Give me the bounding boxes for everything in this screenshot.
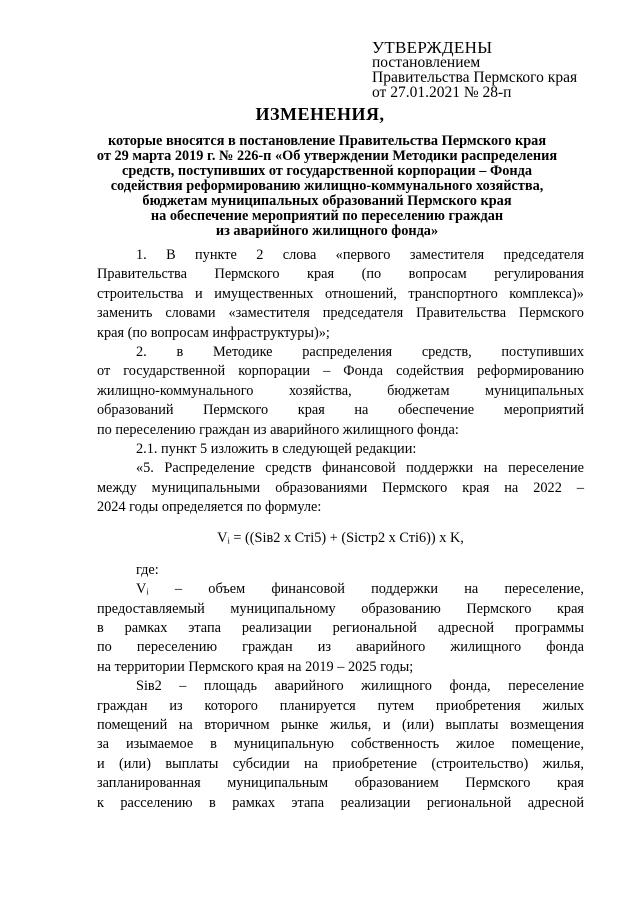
word: предоставляемый [97, 600, 205, 617]
word: из [317, 639, 332, 656]
word: на [354, 402, 369, 419]
word: и [97, 755, 105, 772]
body-line [97, 600, 584, 619]
word: жилищного [361, 678, 432, 695]
word: на [504, 479, 519, 496]
word: выплаты [445, 716, 499, 733]
word: обеспечение [398, 402, 475, 419]
word: словами [165, 305, 216, 322]
body-line [97, 638, 584, 657]
approval-line: от 27.01.2021 № 28-п [372, 84, 512, 101]
word: слова [282, 247, 317, 263]
word: переселению [136, 639, 218, 656]
word: края [307, 266, 335, 283]
body-line [97, 697, 584, 716]
body-line [97, 401, 584, 420]
word: заместителя [409, 247, 485, 263]
word: расселению [120, 794, 193, 811]
word: реформированию [477, 363, 584, 380]
word: адресной [437, 620, 495, 637]
word: средств, [421, 343, 472, 360]
word: которого [204, 697, 258, 714]
word: «заместителя [228, 305, 310, 322]
body-line [97, 619, 584, 638]
word: бюджетам [387, 382, 450, 399]
word: Правительства [416, 305, 507, 322]
word: планируется [279, 697, 356, 714]
word: края [556, 775, 584, 792]
document-subtitle [90, 134, 564, 239]
word: аварийного [356, 639, 426, 656]
approval-heading: УТВЕРЖДЕНЫ [372, 38, 493, 57]
word: Распределение [164, 460, 255, 477]
body-line [97, 285, 584, 304]
word: жилья, [542, 755, 584, 772]
word: площадь [203, 678, 258, 695]
word: Пермского [466, 600, 532, 617]
word: Пермского [518, 305, 584, 322]
word: края [297, 402, 325, 419]
word: собственность [350, 736, 440, 753]
word: этапа [291, 794, 325, 811]
subtitle-line: бюджетам муниципальных образований Пермского края [142, 193, 512, 209]
body-line [97, 343, 584, 362]
approval-stamp [372, 40, 577, 100]
word: финансовой [271, 581, 345, 598]
word: образованиями [275, 479, 368, 496]
body-line [97, 479, 584, 498]
word: между [97, 479, 137, 496]
approval-line: постановлением [372, 54, 481, 71]
word: в [176, 343, 184, 360]
approval-line: Правительства Пермского края [372, 69, 578, 86]
body-line [97, 459, 584, 478]
body-line: где: [136, 561, 159, 578]
word: председателя [503, 247, 584, 263]
word: комплекса)» [509, 285, 584, 302]
word: Пермского [465, 775, 531, 792]
word: вопросам [408, 266, 467, 283]
word: поддержки [406, 460, 474, 477]
body-line [97, 774, 584, 793]
word: помещений [97, 716, 168, 733]
body-line [97, 794, 584, 813]
word: субсидии [232, 755, 290, 772]
word: Siв2 [136, 678, 162, 695]
word: региональной [426, 794, 512, 811]
word: помещение, [511, 736, 584, 753]
word: финансовой [322, 460, 396, 477]
word: 1. [136, 247, 147, 263]
word: государственной [123, 363, 226, 380]
body-line: по переселению граждан из аварийного жилищного фонда: [97, 421, 459, 438]
word: (строительство) [431, 755, 529, 772]
document-body [97, 246, 584, 813]
body-line [97, 382, 584, 401]
word: – [323, 363, 331, 380]
word: образованию [361, 600, 441, 617]
subtitle-line: средств, поступивших от государственной корпорации – Фонда [121, 163, 532, 179]
word: имущественных [214, 285, 314, 302]
word: средств [265, 460, 312, 477]
word: возмещения [510, 716, 584, 733]
word: объем [208, 581, 246, 598]
word: заменить [97, 305, 153, 322]
word: Пермского [382, 479, 448, 496]
word: и [382, 716, 391, 733]
word: рамках [232, 794, 275, 811]
word: региональной [332, 620, 417, 637]
word: транспортного [408, 285, 498, 302]
word: образованием [354, 775, 439, 792]
word: от [97, 363, 111, 380]
word: и [195, 285, 203, 302]
word: «5. [136, 460, 154, 477]
word: адресной [527, 794, 584, 811]
word: граждан [97, 697, 148, 714]
word: 2022 [533, 479, 562, 496]
word: жилищного [450, 639, 522, 656]
word: в [210, 736, 217, 753]
word: муниципальными [151, 479, 261, 496]
word: приобретения [435, 697, 521, 714]
body-line: края (по вопросам инфраструктуры)»; [97, 324, 330, 341]
word: фонда, [449, 678, 491, 695]
subtitle-line: от 29 марта 2019 г. № 226-п «Об утверждении Методики распределения [96, 148, 558, 164]
word: Пермского [214, 266, 280, 283]
word: распределения [302, 343, 393, 360]
body-line [97, 716, 584, 735]
word: муниципальную [233, 736, 334, 753]
word: (или) [119, 755, 151, 772]
word: мероприятий [503, 402, 584, 419]
word: на [304, 755, 319, 772]
word: – [576, 479, 584, 496]
word: переселение [508, 678, 584, 695]
word: жилищно-коммунального [97, 382, 254, 399]
word: переселение [508, 460, 584, 477]
subtitle-line: которые вносятся в постановление Правительства Пермского края [107, 133, 547, 149]
word: запланированная [97, 775, 201, 792]
word: выплаты [165, 755, 219, 772]
word: регулирования [494, 266, 584, 283]
word: граждан [242, 639, 293, 656]
word: содействия [396, 363, 465, 380]
word: фонда [546, 639, 584, 656]
word: «первого [335, 247, 391, 263]
word: Правительства [97, 266, 187, 283]
word: Фонда [343, 363, 384, 380]
word: (по [361, 266, 382, 283]
word: приобретение [332, 755, 417, 772]
word: 2 [256, 247, 264, 263]
word: этапа [188, 620, 221, 637]
word: изымаемое [125, 736, 194, 753]
body-line: 2.1. пункт 5 изложить в следующей редакции: [136, 440, 417, 457]
word: строительства [97, 285, 184, 302]
body-line [97, 304, 584, 323]
word: – [174, 581, 183, 598]
word: хозяйства, [288, 382, 352, 399]
body-line: 2024 годы определяется по формуле: [97, 499, 322, 516]
word: Методике [213, 343, 273, 360]
word: образований [97, 402, 174, 419]
word: жилья, [329, 716, 372, 733]
word: муниципальным [227, 775, 329, 792]
word: Пермского [203, 402, 269, 419]
word: рамках [124, 620, 168, 637]
word: жилых [542, 697, 584, 714]
body-line: на территории Пермского края на 2019 – 2025 годы; [97, 658, 414, 675]
word: поступивших [501, 343, 584, 360]
word: реализации [340, 794, 411, 811]
body-line [97, 246, 584, 265]
word: программы [514, 620, 584, 637]
body-line [97, 580, 584, 599]
word: муниципальному [230, 600, 336, 617]
word: (или) [402, 716, 434, 733]
body-line [97, 362, 584, 381]
body-line [97, 735, 584, 754]
word: на [464, 581, 479, 598]
subtitle-line: на обеспечение мероприятий по переселению граждан [150, 208, 504, 224]
word: на [483, 460, 498, 477]
word: к [97, 794, 104, 811]
word: по [97, 639, 112, 656]
formula-line: Vᵢ = ((Siв2 x Стi5) + (Siстр2 x Стi6)) x K, [217, 530, 464, 547]
word: за [97, 736, 109, 753]
body-line [97, 265, 584, 284]
word: в [209, 794, 216, 811]
word: вторичном [204, 716, 270, 733]
word: В [166, 247, 176, 263]
body-line [97, 677, 584, 696]
word: края [556, 600, 584, 617]
subtitle-line: из аварийного жилищного фонда» [215, 223, 439, 239]
word: переселение, [504, 581, 584, 598]
word: аварийного [274, 678, 344, 695]
word: на [178, 716, 193, 733]
word: 2. [136, 343, 147, 360]
word: корпорации [238, 363, 311, 380]
word: отношений, [324, 285, 397, 302]
word: поддержки [371, 581, 439, 598]
body-line [97, 755, 584, 774]
word: из [169, 697, 183, 714]
word: реализации [241, 620, 312, 637]
word: – [179, 678, 187, 695]
word: путем [377, 697, 415, 714]
word: Vᵢ [136, 581, 149, 598]
word: муниципальных [484, 382, 584, 399]
word: рынке [281, 716, 319, 733]
document-title: ИЗМЕНЕНИЯ, [255, 104, 385, 124]
word: председателя [322, 305, 404, 322]
word: пункте [195, 247, 237, 263]
word: в [97, 620, 104, 637]
subtitle-line: содействия реформированию жилищно-коммунального хозяйства, [110, 178, 544, 194]
word: жилое [456, 736, 495, 753]
word: края [462, 479, 490, 496]
